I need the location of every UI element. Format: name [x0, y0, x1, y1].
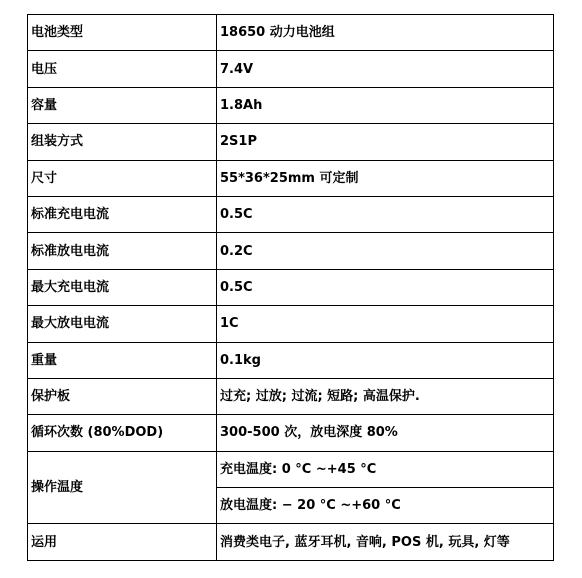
row-value: 1.8Ah — [217, 87, 554, 123]
table-row — [28, 378, 554, 414]
row-value: 0.5C — [217, 196, 554, 232]
spec-table — [27, 14, 554, 561]
row-label: 容量 — [28, 87, 217, 123]
row-value: 300-500 次，放电深度 80% — [217, 415, 554, 451]
table-row — [28, 124, 554, 160]
row-label: 最大充电电流 — [28, 269, 217, 305]
row-label: 标准充电电流 — [28, 196, 217, 232]
row-label: 组装方式 — [28, 124, 217, 160]
row-label: 标准放电电流 — [28, 233, 217, 269]
row-value: 过充; 过放; 过流; 短路; 高温保护. — [217, 378, 554, 414]
table-row — [28, 15, 554, 51]
row-label: 循环次数 (80%DOD) — [28, 415, 217, 451]
row-value: 7.4V — [217, 51, 554, 87]
table-row — [28, 233, 554, 269]
row-value: 2S1P — [217, 124, 554, 160]
table-row — [28, 524, 554, 560]
table-row — [28, 196, 554, 232]
table-row — [28, 306, 554, 342]
row-label: 保护板 — [28, 378, 217, 414]
row-label: 电池类型 — [28, 15, 217, 51]
row-label: 尺寸 — [28, 160, 217, 196]
row-value: 放电温度: − 20 °C ~+60 °C — [217, 488, 554, 524]
row-value: 消费类电子, 蓝牙耳机, 音响, POS 机, 玩具, 灯等 — [217, 524, 554, 560]
row-value: 55*36*25mm 可定制 — [217, 160, 554, 196]
table-row — [28, 160, 554, 196]
row-label: 重量 — [28, 342, 217, 378]
row-value: 18650 动力电池组 — [217, 15, 554, 51]
row-label: 操作温度 — [28, 451, 217, 524]
table-row — [28, 451, 554, 487]
table-row — [28, 415, 554, 451]
row-label: 运用 — [28, 524, 217, 560]
row-value: 0.1kg — [217, 342, 554, 378]
row-label: 电压 — [28, 51, 217, 87]
table-row — [28, 87, 554, 123]
row-label: 最大放电电流 — [28, 306, 217, 342]
row-value: 0.5C — [217, 269, 554, 305]
row-value: 充电温度: 0 °C ~+45 °C — [217, 451, 554, 487]
table-row — [28, 51, 554, 87]
row-value: 0.2C — [217, 233, 554, 269]
table-row — [28, 269, 554, 305]
row-value: 1C — [217, 306, 554, 342]
table-row — [28, 342, 554, 378]
